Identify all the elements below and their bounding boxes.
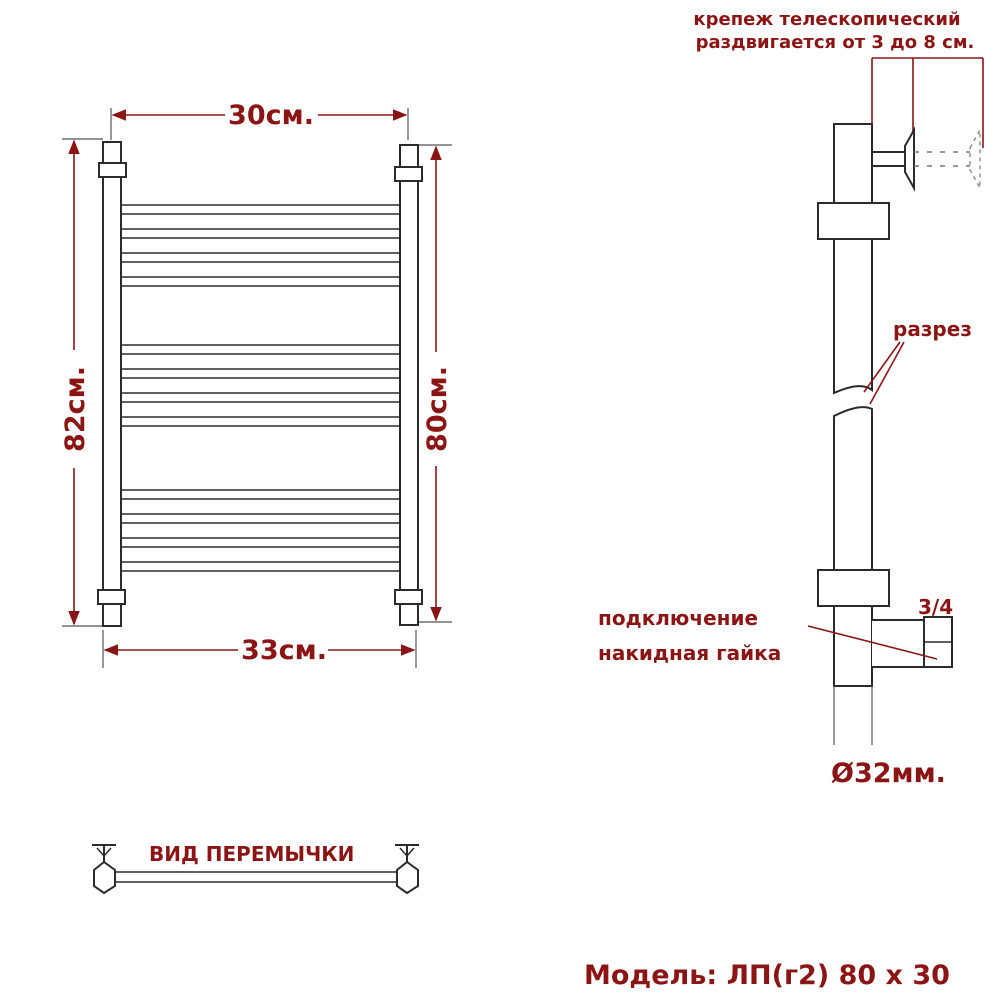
mount-dimension [872,58,983,148]
mount-note-line1: крепеж телескопический [693,9,961,30]
bracket-bottom-left [98,590,125,604]
side-pipe-upper [834,124,872,393]
jumper-left-nut [94,862,115,893]
dim-left-height [60,139,103,626]
rung [121,345,400,354]
right-upright [400,145,418,625]
dim-top-width [111,100,408,140]
dim-right-height [418,145,453,622]
jumper-label: ВИД ПЕРЕМЫЧКИ [149,842,355,866]
height-right-label: 80см. [422,366,453,452]
diameter-label: Ø32мм. [831,758,946,789]
dim-bottom-width [103,630,416,668]
model-label: Модель: ЛП(г2) 80 х 30 [584,960,950,991]
connection-label-line1: подключение [598,606,759,630]
connection-fitting [872,617,952,667]
rung [121,369,400,378]
thread-label: 3/4 [918,595,954,619]
telescopic-mount [872,130,980,188]
left-upright [103,142,121,626]
rung [121,514,400,523]
collar-upper [818,203,889,239]
width-bottom-label: 33см. [241,635,327,666]
front-view [60,100,453,668]
bracket-top-left [99,163,126,177]
width-top-label: 30см. [228,100,314,131]
height-left-label: 82см. [60,366,91,452]
diameter-dimension [834,686,872,745]
rung [121,417,400,426]
rung [121,229,400,238]
mount-note-line2: раздвигается от 3 до 8 см. [695,32,975,53]
bracket-top-right [395,167,422,181]
side-view [598,9,983,789]
collar-lower [818,570,889,606]
rung [121,393,400,402]
section-label: разрез [893,317,972,341]
bracket-bottom-right [395,590,422,604]
rungs-group [121,205,400,571]
rung [121,490,400,499]
rung [121,562,400,571]
side-pipe-lower [834,407,872,686]
jumper-right-nut [397,862,418,893]
jumper-bar [114,872,399,882]
rung [121,205,400,214]
connection-label-line2: накидная гайка [598,641,782,665]
jumper-view [92,842,419,893]
rung [121,277,400,286]
rung [121,253,400,262]
rung [121,538,400,547]
